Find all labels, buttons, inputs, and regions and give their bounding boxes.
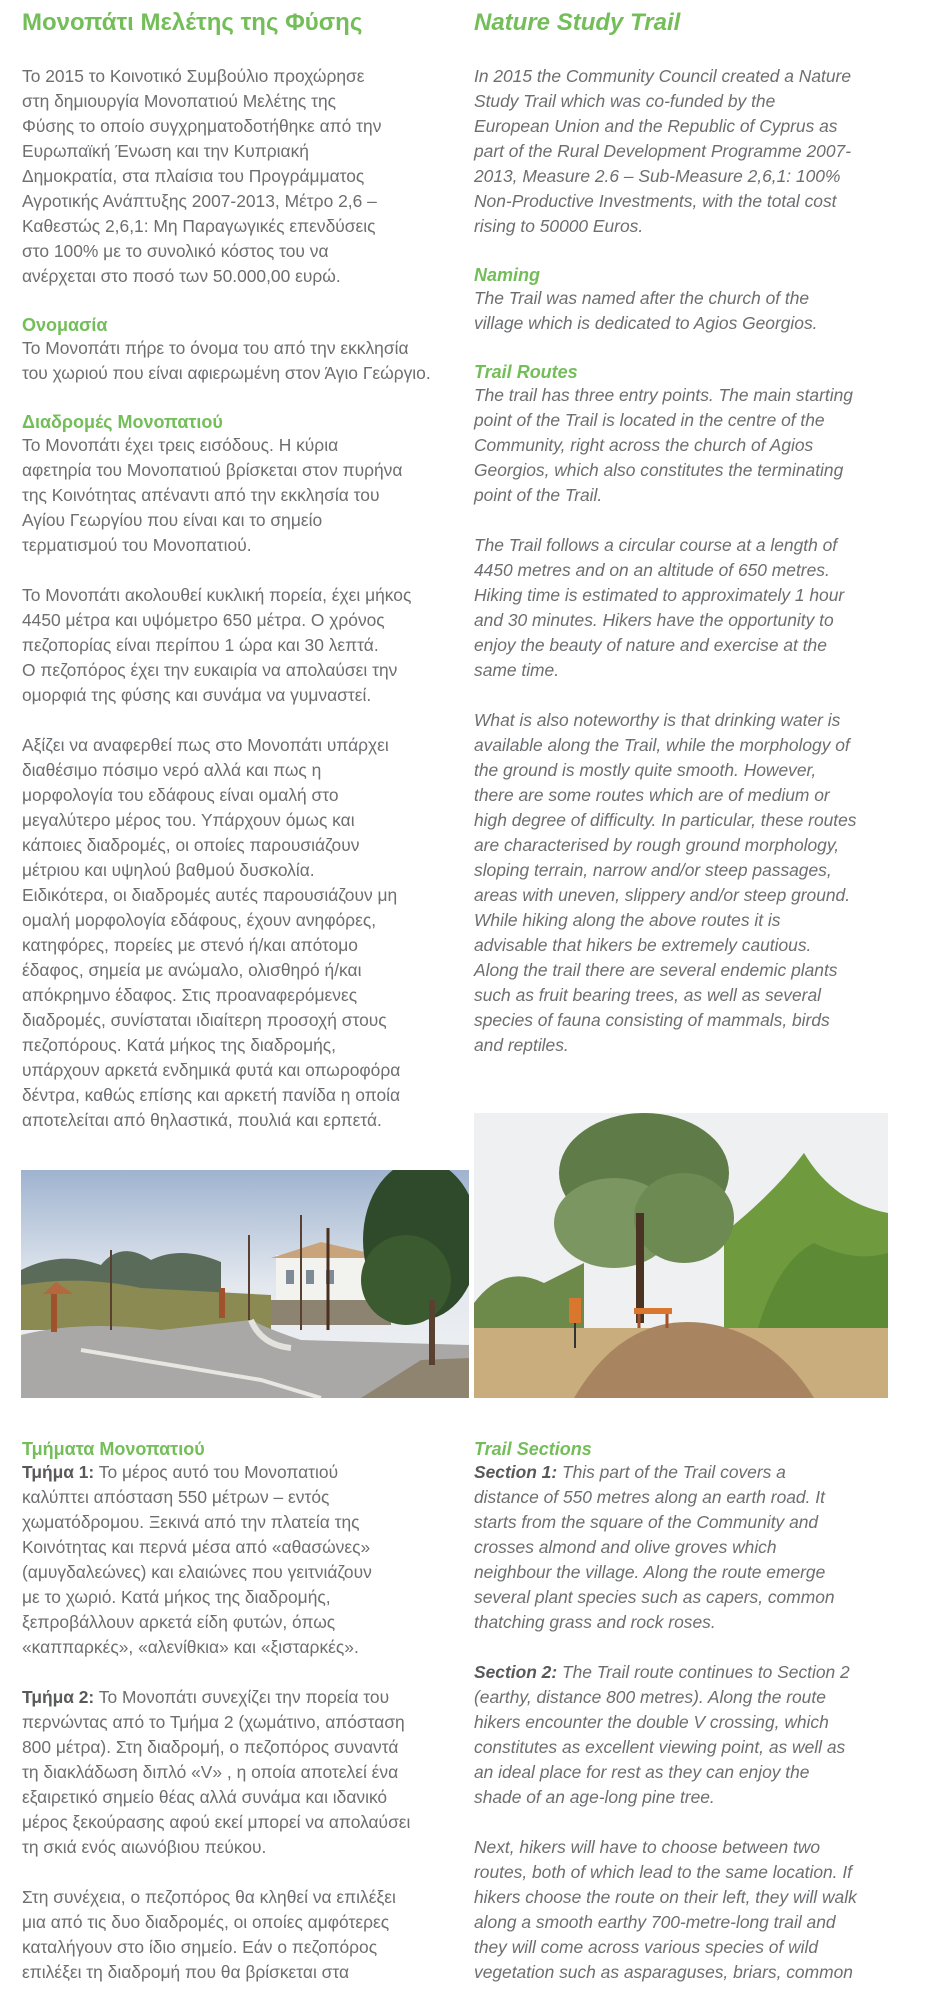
english-section1 [474, 1460, 914, 1635]
greek-sections-heading: Τμήματα Μονοπατιού [22, 1439, 205, 1459]
greek-sections [22, 1438, 462, 1985]
english-section2-text: The Trail route continues to Section 2 (earthy, distance 800 metres). Along the route hikers encounter the double V crossing, which constitutes as excellent viewing point, as well as an ideal place for rest as they can enjoy the shade of an age-long pine tree. [474, 1662, 850, 1807]
greek-intro: Το 2015 το Κοινοτικό Συμβούλιο προχώρησε στη δημιουργία Μονοπατιού Μελέτης της Φύσης το οποίο συγχρηματοδοτήθηκε από την Ευρωπαϊκή Ένωση και την Κυπριακή Δημοκρατία, στα πλαίσια του Προγράμματος Αγροτικής Ανάπτυξης 2007-2013, Μέτρο 2,6 – Καθεστώς 2,6,1: Μη Παραγωγικές επενδύσεις στο 100% με το συνολικό κόστος του να ανέρχεται στο ποσό των 50.000,00 ευρώ. [22, 66, 382, 286]
english-routes-heading: Trail Routes [474, 362, 578, 382]
greek-section2-label: Τμήμα 2: [22, 1687, 95, 1707]
english-naming-text: The Trail was named after the church of the village which is dedicated to Agios Georgios. [474, 288, 818, 333]
english-column [474, 0, 914, 1058]
english-naming-heading: Naming [474, 265, 541, 285]
english-sections [474, 1438, 914, 1985]
english-sections-heading: Trail Sections [474, 1439, 592, 1459]
greek-routes-heading: Διαδρομές Μονοπατιού [22, 412, 223, 432]
greek-section2 [22, 1685, 462, 1860]
greek-section1 [22, 1460, 462, 1660]
english-section2-p2: Next, hikers will have to choose between two routes, both of which lead to the same location. If hikers choose the route on their left, they will walk along a smooth earthy 700-metre-long trail and they will come across various species of wild vegetation such as asparaguses, briars, common [474, 1837, 857, 1982]
greek-section1-label: Τμήμα 1: [22, 1462, 95, 1482]
english-section2-label: Section 2: [474, 1662, 558, 1682]
village-road-photo [21, 1170, 469, 1398]
greek-naming-text: Το Μονοπάτι πήρε το όνομα του από την εκκλησία του χωριού που είναι αφιερωμένη στον Άγιο Γεώργιο. [22, 338, 431, 383]
greek-column [22, 0, 462, 1133]
english-title: Nature Study Trail [474, 9, 681, 36]
greek-section2-p2: Στη συνέχεια, ο πεζοπόρος θα κληθεί να επιλέξει μια από τις δυο διαδρομές, οι οποίες αμφότερες καταλήγουν στο ίδιο σημείο. Εάν ο πεζοπόρος επιλέξει τη διαδρομή που θα βρίσκεται στα [22, 1887, 396, 1982]
english-routes-p1: The trail has three entry points. The main starting point of the Trail is located in the centre of the Community, right across the church of Agios Georgios, which also constitutes the terminating point of the Trail. [474, 385, 853, 505]
greek-routes-p2: Το Μονοπάτι ακολουθεί κυκλική πορεία, έχει μήκος 4450 μέτρα και υψόμετρο 650 μέτρα. Ο χρόνος πεζοπορίας είναι περίπου 1 ώρα και 30 λεπτά. Ο πεζοπόρος έχει την ευκαιρία να απολαύσει την ομορφιά της φύσης και συνάμα να γυμναστεί. [22, 585, 412, 705]
greek-section1-text: Το μέρος αυτό του Μονοπατιού καλύπτει απόσταση 550 μέτρων – εντός χωματόδρομου. Ξεκινά από την πλατεία της Κοινότητας και περνά μέσα από «αθασώνες» (αμυγδαλεώνες) και ελαιώνες που γειτνιάζουν με το χωριό. Κατά μήκος της διαδρομής, ξεπροβάλλουν αρκετά είδη φυτών, όπως «καππαρκές», «αλενίθκια» και «ξισταρκές». [22, 1462, 372, 1657]
greek-section2-text: Το Μονοπάτι συνεχίζει την πορεία του περνώντας από το Τμήμα 2 (χωμάτινο, απόσταση 800 μέτρα). Στη διαδρομή, ο πεζοπόρος συναντά τη διακλάδωση διπλό «V» , η οποία αποτελεί ένα εξαιρετικό σημείο θέας αλλά συνάμα και ιδανικό μέρος ξεκούρασης αφού εκεί μπορεί να απολαύσει τη σκιά ενός αιωνόβιου πεύκου. [22, 1687, 411, 1857]
greek-title: Μονοπάτι Μελέτης της Φύσης [22, 9, 363, 36]
greek-naming-heading: Ονομασία [22, 315, 108, 335]
english-routes-p2: The Trail follows a circular course at a length of 4450 metres and on an altitude of 650 metres. Hiking time is estimated to approximately 1 hour and 30 minutes. Hikers have the opportunity to enjoy the beauty of nature and exercise at the same time. [474, 535, 845, 680]
english-intro: In 2015 the Community Council created a Nature Study Trail which was co-funded by the European Union and the Republic of Cyprus as part of the Rural Development Programme 2007- 2013, Measure 2.6 – Sub-Measure 2,6,1: 100% Non-Productive Investments, with the total cost rising to 50000 Euros. [474, 66, 851, 236]
english-routes-p3: What is also noteworthy is that drinking water is available along the Trail, while the morphology of the ground is mostly quite smooth. However, there are some routes which are of medium or high degree of difficulty. In particular, these routes are characterised by rough ground morphology, sloping terrain, narrow and/or steep passages, areas with uneven, slippery and/or steep ground. While hiking along the above routes it is advisable that hikers be extremely cautious. Along the trail there are several endemic plants such as fruit bearing trees, as well as several species of fauna consisting of mammals, birds and reptiles. [474, 710, 857, 1055]
english-section2 [474, 1660, 914, 1810]
greek-routes-p3: Αξίζει να αναφερθεί πως στο Μονοπάτι υπάρχει διαθέσιμο πόσιμο νερό αλλά και πως η μορφολογία του εδάφους είναι ομαλή στο μεγαλύτερο μέρος του. Υπάρχουν όμως και κάποιες διαδρομές, οι οποίες παρουσιάζουν μέτριου και υψηλού βαθμού δυσκολία. Ειδικότερα, οι διαδρομές αυτές παρουσιάζουν μη ομαλή μορφολογία εδάφους, έχουν ανηφόρες, κατηφόρες, πορείες με στενό ή/και απότομο έδαφος, σημεία με ανώμαλο, ολισθηρό ή/και απόκρημνο έδαφος. Στις προαναφερόμενες διαδρομές, συνίσταται ιδιαίτερη προσοχή στους πεζοπόρους. Κατά μήκος της διαδρομής, υπάρχουν αρκετά ενδημικά φυτά και οπωροφόρα δέντρα, καθώς επίσης και αρκετή πανίδα η οποία αποτελείται από θηλαστικά, πουλιά και ερπετά. [22, 735, 401, 1130]
greek-routes-p1: Το Μονοπάτι έχει τρεις εισόδους. Η κύρια αφετηρία του Μονοπατιού βρίσκεται στον πυρήνα της Κοινότητας απέναντι από την εκκλησία του Αγίου Γεωργίου που είναι και το σημείο τερματισμού του Μονοπατιού. [22, 435, 403, 555]
english-section1-text: This part of the Trail covers a distance of 550 metres along an earth road. It starts from the square of the Community and crosses almond and olive groves which neighbour the village. Along the route emerge several plant species such as capers, common thatching grass and rock roses. [474, 1462, 835, 1632]
pine-tree-photo [474, 1113, 888, 1398]
english-section1-label: Section 1: [474, 1462, 558, 1482]
